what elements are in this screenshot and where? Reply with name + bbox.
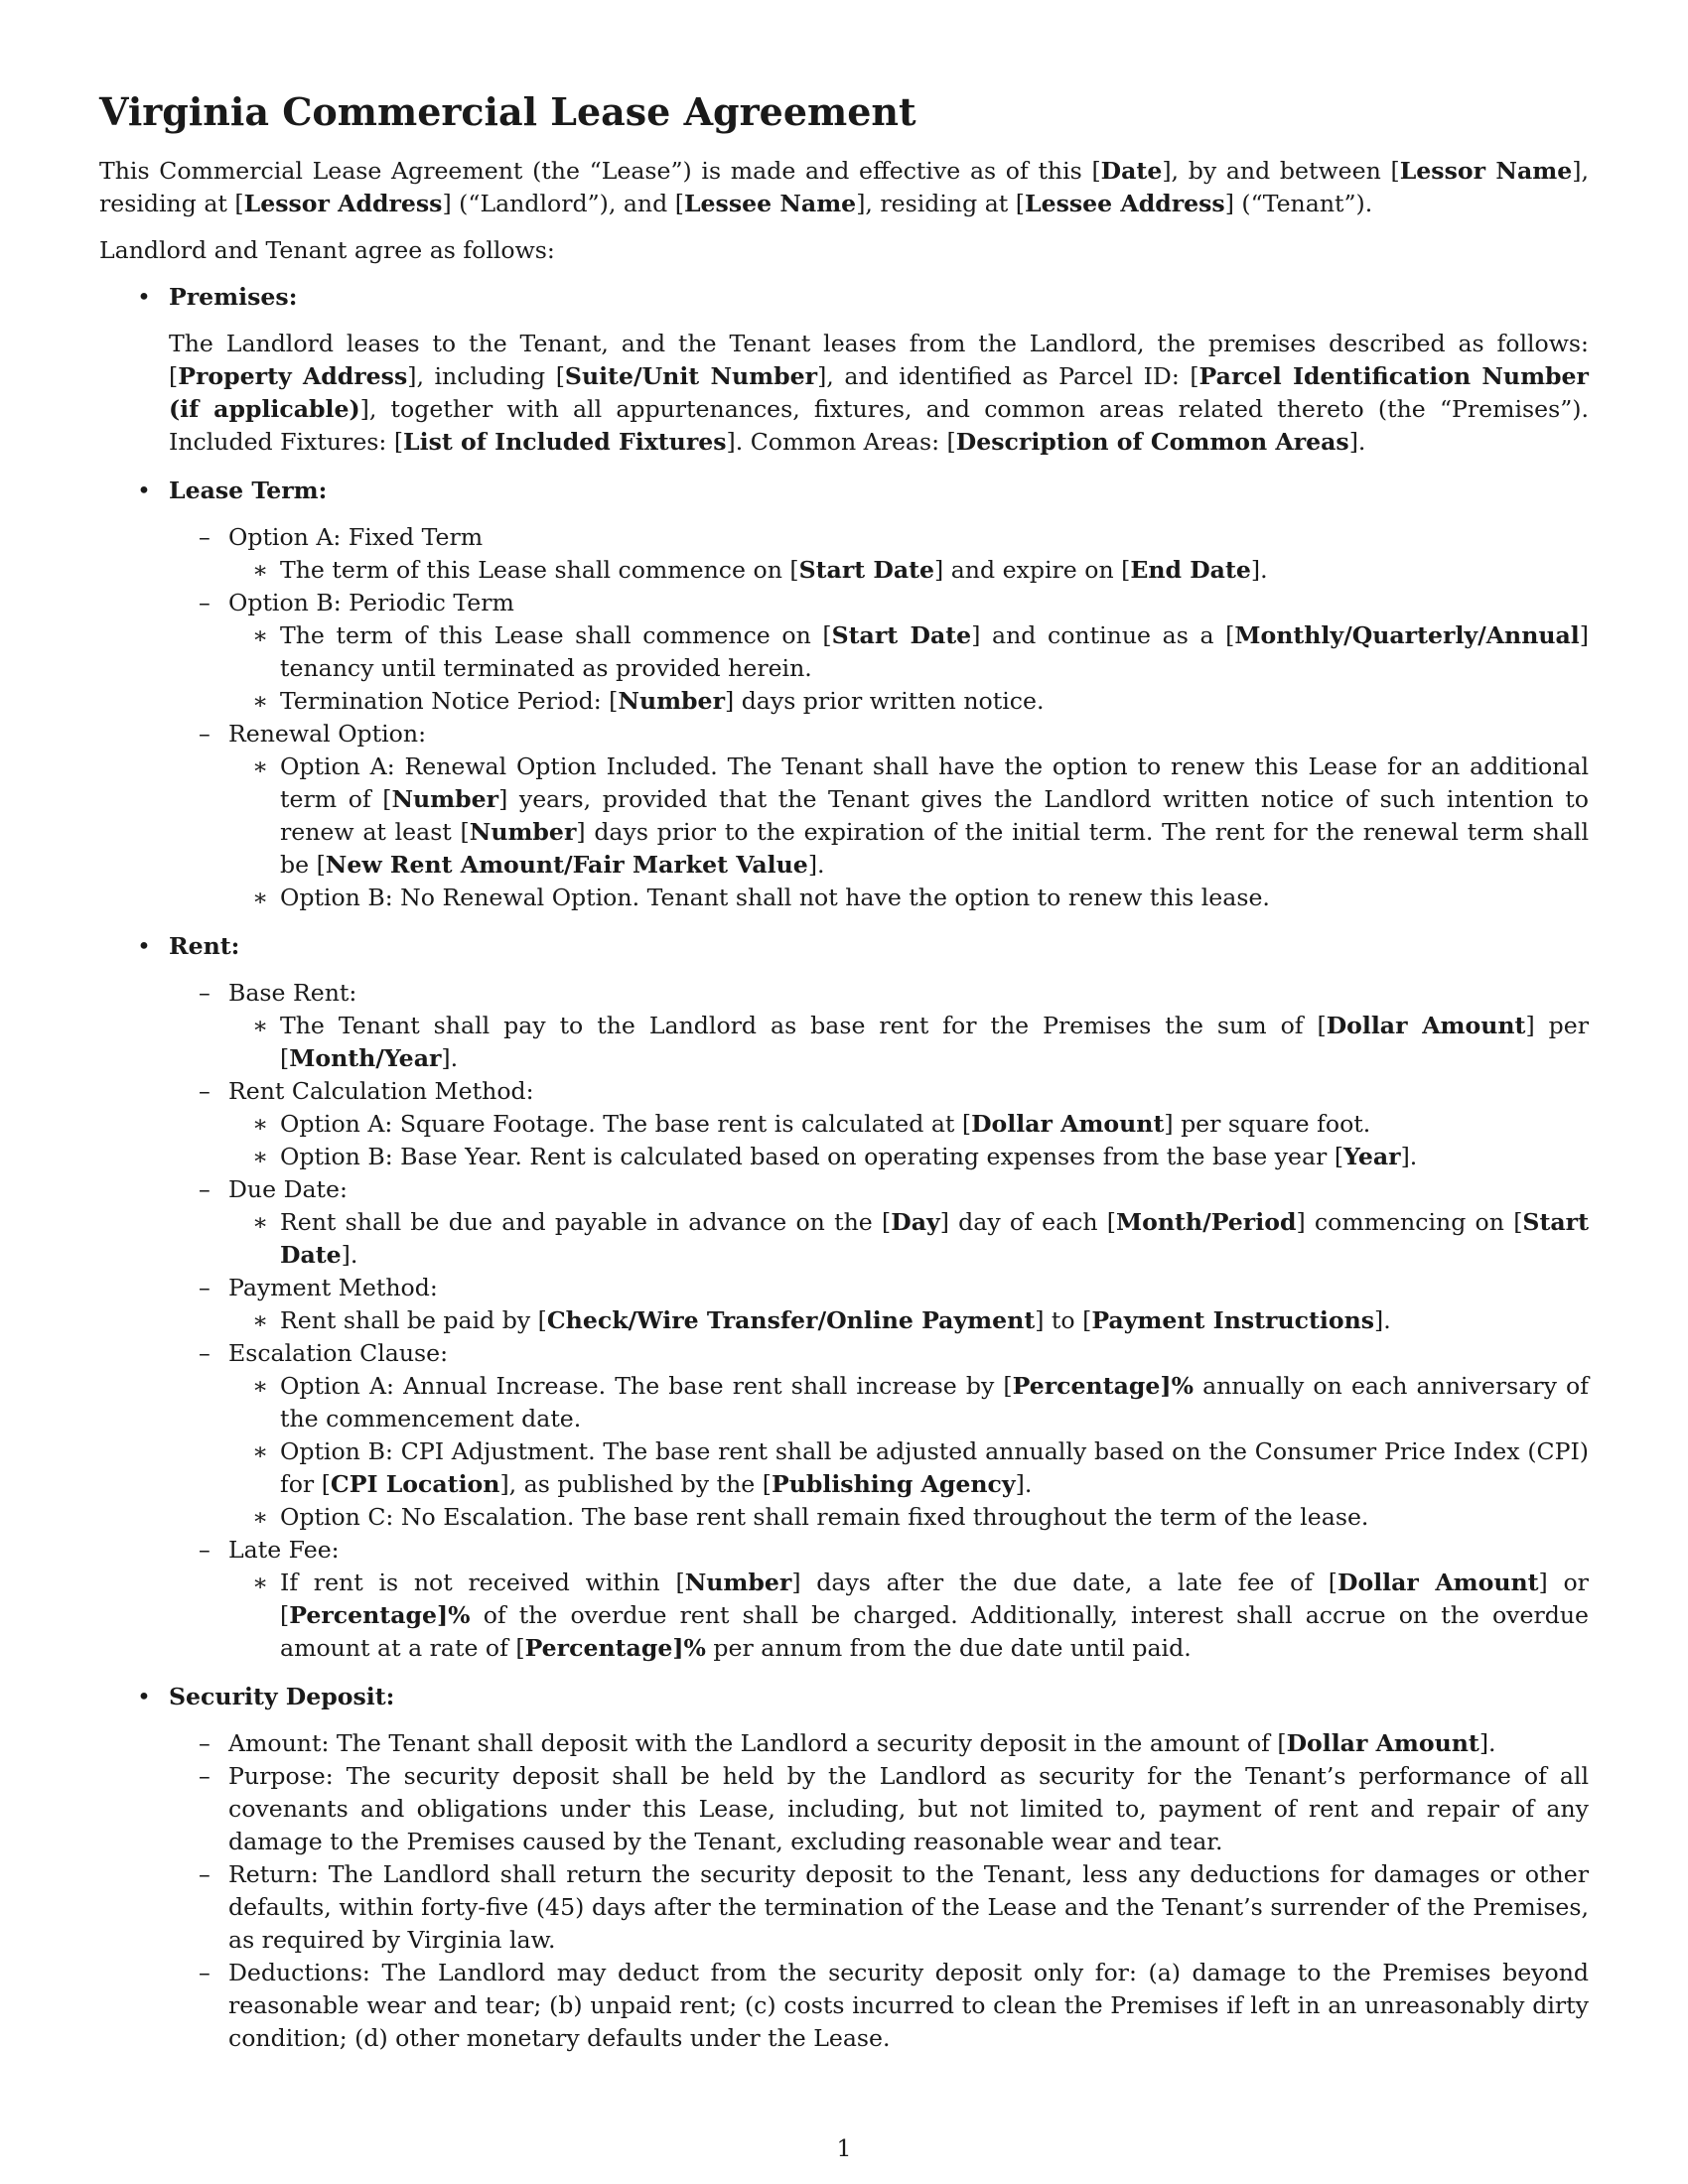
text: ].	[341, 1241, 358, 1269]
text: Option B: No Renewal Option. Tenant shall not have the option to renew this lease.	[280, 884, 1270, 911]
text: per annum from the due date until paid.	[705, 1634, 1192, 1662]
dash-icon: –	[199, 720, 211, 748]
dash-icon: –	[199, 1536, 211, 1564]
star-icon: ∗	[252, 1503, 269, 1531]
text: ], residing at [	[99, 157, 1589, 217]
list-item	[228, 1141, 1589, 1173]
text: ] day of each [	[939, 1208, 1117, 1236]
sublist	[169, 977, 1589, 1665]
text: ] tenancy until terminated as provided herein.	[280, 621, 1589, 682]
item-text	[228, 1727, 1589, 1760]
star-icon: ∗	[252, 621, 269, 649]
item-text: Purpose: The security deposit shall be held by the Landlord as security for the Tenant’s performance of all covenants and obligations under this Lease, including, but not limited to, payment of rent and repair of any damage to the Premises caused by the Tenant, excluding reasonable wear and tear.	[228, 1762, 1589, 1855]
list-item	[169, 1727, 1589, 1760]
percentage-placeholder: Percentage	[1012, 1372, 1161, 1400]
document-page	[99, 87, 1589, 2071]
text: This Commercial Lease Agreement (the “Lease”) is made and effective as of this [	[99, 157, 1101, 185]
text: Option B: CPI Adjustment. The base rent shall be adjusted annually based on the Consumer Price Index (CPI) for [	[280, 1437, 1589, 1498]
text: of the overdue rent shall be charged. Additionally, interest shall accrue on the overdue amount at a rate of [	[280, 1601, 1589, 1662]
item-label: Late Fee:	[228, 1536, 340, 1564]
list-item	[228, 554, 1589, 587]
list-item	[169, 718, 1589, 914]
list-item	[228, 1435, 1589, 1501]
text: Amount: The Tenant shall deposit with the Landlord a security deposit in the amount of [	[228, 1729, 1287, 1757]
list-item	[228, 1108, 1589, 1141]
text: ] and expire on [	[934, 556, 1131, 584]
item-label: Due Date:	[228, 1175, 348, 1203]
sublist	[228, 1010, 1589, 1075]
dash-icon: –	[199, 1339, 211, 1367]
sections-list	[99, 281, 1589, 2055]
lessor-name-placeholder: Lessor Name	[1399, 157, 1573, 185]
text: ] days prior to the expiration of the initial term. The rent for the renewal term shall be [	[280, 818, 1590, 879]
sublist	[228, 554, 1589, 587]
item-label: Escalation Clause:	[228, 1339, 449, 1367]
list-item	[169, 1272, 1589, 1337]
text: ].	[807, 851, 825, 879]
text: ].	[1478, 1729, 1496, 1757]
agree-paragraph: Landlord and Tenant agree as follows:	[99, 236, 555, 264]
period-placeholder: Month/Year	[289, 1044, 442, 1072]
list-item	[169, 1337, 1589, 1534]
period-placeholder: Monthly/Quarterly/Annual	[1234, 621, 1580, 649]
list-item	[228, 1304, 1589, 1337]
star-icon: ∗	[252, 1110, 269, 1138]
section-rent	[99, 930, 1589, 1665]
bullet-icon: •	[137, 283, 151, 311]
text: ]%	[672, 1634, 706, 1662]
item-label: Renewal Option:	[228, 720, 427, 748]
lessor-address-placeholder: Lessor Address	[243, 190, 443, 217]
text: Option A: Annual Increase. The base rent shall increase by [	[280, 1372, 1013, 1400]
star-icon: ∗	[252, 752, 269, 780]
list-item	[169, 1173, 1589, 1272]
section-security-deposit	[99, 1681, 1589, 2055]
text: The Landlord leases to the Tenant, and the Tenant leases from the Landlord, the premises described as follows: [	[169, 330, 1589, 390]
text: ], and identified as Parcel ID: [	[817, 362, 1199, 390]
fixtures-placeholder: List of Included Fixtures	[403, 428, 727, 456]
text: annually on each anniversary of the commencement date.	[280, 1372, 1589, 1433]
star-icon: ∗	[252, 556, 269, 584]
text: The term of this Lease shall commence on [	[280, 556, 799, 584]
text: ], residing at [	[856, 190, 1025, 217]
number-placeholder: Number	[391, 785, 499, 813]
year-placeholder: Year	[1343, 1143, 1401, 1170]
text: ] or [	[280, 1569, 1589, 1629]
date-placeholder: Date	[1100, 157, 1163, 185]
text: ] (“Landlord”), and [	[442, 190, 684, 217]
text: Option A: Renewal Option Included. The Tenant shall have the option to renew this Lease for an additional term of [	[280, 752, 1589, 813]
section-title: Premises:	[169, 283, 298, 311]
section-title: Lease Term:	[169, 477, 328, 504]
list-item	[228, 1370, 1589, 1435]
document-title: Virginia Commercial Lease Agreement	[99, 89, 916, 134]
star-icon: ∗	[252, 1437, 269, 1465]
text: ].	[1250, 556, 1268, 584]
item-text: Deductions: The Landlord may deduct from the security deposit only for: (a) damage to the Premises beyond reasonable wear and tear; (b) unpaid rent; (c) costs incurred to clean the Premises if left in an unreasonably dirty condition; (d) other monetary defaults under the Lease.	[228, 1959, 1589, 2052]
star-icon: ∗	[252, 884, 269, 911]
list-item	[228, 1206, 1589, 1272]
dollar-amount-placeholder: Dollar Amount	[1286, 1729, 1479, 1757]
text: The Tenant shall pay to the Landlord as base rent for the Premises the sum of [	[280, 1012, 1327, 1039]
item-text: Return: The Landlord shall return the security deposit to the Tenant, less any deductions for damages or other defaults, within forty-five (45) days after the termination of the Lease and the Tenant’s surrender of the Premises, as required by Virginia law.	[228, 1860, 1589, 1954]
section-premises	[99, 281, 1589, 459]
sublist	[228, 1567, 1589, 1665]
text: ], including [	[407, 362, 565, 390]
list-item	[228, 1567, 1589, 1665]
list-item	[169, 1858, 1589, 1957]
list-item	[228, 685, 1589, 718]
bullet-icon: •	[137, 1683, 151, 1710]
star-icon: ∗	[252, 1143, 269, 1170]
list-item	[169, 1075, 1589, 1173]
list-item	[228, 1010, 1589, 1075]
premises-paragraph	[169, 328, 1589, 459]
page-number: 1	[836, 2134, 852, 2162]
text: ]%	[1160, 1372, 1194, 1400]
text: ].	[1374, 1306, 1391, 1334]
text: ] (“Tenant”).	[1224, 190, 1373, 217]
text: Option A: Square Footage. The base rent is calculated at [	[280, 1110, 972, 1138]
section-title: Rent:	[169, 932, 240, 960]
text: Rent shall be paid by [	[280, 1306, 547, 1334]
sublist	[228, 1108, 1589, 1173]
list-item	[228, 619, 1589, 685]
item-label: Option A: Fixed Term	[228, 523, 484, 551]
dollar-amount-placeholder: Dollar Amount	[1326, 1012, 1526, 1039]
bullet-icon: •	[137, 477, 151, 504]
dash-icon: –	[199, 1274, 211, 1301]
end-date-placeholder: End Date	[1130, 556, 1251, 584]
dash-icon: –	[199, 979, 211, 1007]
dash-icon: –	[199, 589, 211, 616]
text: ] per square foot.	[1164, 1110, 1371, 1138]
text: Termination Notice Period: [	[280, 687, 619, 715]
parcel-placeholder: Parcel Identification Number (if applicable)	[169, 362, 1589, 423]
dollar-amount-placeholder: Dollar Amount	[971, 1110, 1165, 1138]
sublist	[228, 751, 1589, 914]
percentage-placeholder: Percentage	[524, 1634, 673, 1662]
common-areas-placeholder: Description of Common Areas	[955, 428, 1349, 456]
star-icon: ∗	[252, 1372, 269, 1400]
item-label: Payment Method:	[228, 1274, 438, 1301]
property-address-placeholder: Property Address	[178, 362, 408, 390]
star-icon: ∗	[252, 687, 269, 715]
text: Rent shall be due and payable in advance on the [	[280, 1208, 892, 1236]
item-label: Option B: Periodic Term	[228, 589, 514, 616]
text: ], as published by the [	[499, 1470, 772, 1498]
publishing-agency-placeholder: Publishing Agency	[771, 1470, 1016, 1498]
number-placeholder: Number	[684, 1569, 792, 1596]
text: ].	[441, 1044, 459, 1072]
dash-icon: –	[199, 1762, 211, 1790]
sublist	[169, 521, 1589, 914]
dash-icon: –	[199, 1860, 211, 1888]
text: ]. Common Areas: [	[726, 428, 956, 456]
text: Option C: No Escalation. The base rent shall remain fixed throughout the term of the lease.	[280, 1503, 1369, 1531]
bullet-icon: •	[137, 932, 151, 960]
lessee-name-placeholder: Lessee Name	[683, 190, 857, 217]
star-icon: ∗	[252, 1012, 269, 1039]
sublist	[228, 1304, 1589, 1337]
text: ] per [	[280, 1012, 1589, 1072]
list-item	[228, 1501, 1589, 1534]
item-label: Base Rent:	[228, 979, 357, 1007]
list-item	[169, 1760, 1589, 1858]
intro-paragraph	[99, 155, 1589, 220]
list-item	[169, 521, 1589, 587]
dash-icon: –	[199, 1175, 211, 1203]
text: ] years, provided that the Tenant gives the Landlord written notice of such intention to renew at least [	[280, 785, 1589, 846]
start-date-placeholder: Start Date	[798, 556, 935, 584]
list-item	[228, 751, 1589, 882]
item-label: Rent Calculation Method:	[228, 1077, 534, 1105]
payment-method-placeholder: Check/Wire Transfer/Online Payment	[546, 1306, 1036, 1334]
text: ] to [	[1035, 1306, 1092, 1334]
text: ].	[1400, 1143, 1418, 1170]
payment-instructions-placeholder: Payment Instructions	[1091, 1306, 1375, 1334]
period-placeholder: Month/Period	[1116, 1208, 1297, 1236]
sublist	[228, 619, 1589, 718]
dash-icon: –	[199, 1077, 211, 1105]
start-date-placeholder: Start Date	[831, 621, 972, 649]
text: Option B: Base Year. Rent is calculated based on operating expenses from the base year [	[280, 1143, 1344, 1170]
text: ], together with all appurtenances, fixtures, and common areas related thereto (the “Premises”). Included Fixtures: [	[169, 395, 1589, 456]
start-date-placeholder: Start Date	[280, 1208, 1589, 1269]
dash-icon: –	[199, 523, 211, 551]
dollar-amount-placeholder: Dollar Amount	[1337, 1569, 1539, 1596]
text: ], by and between [	[1162, 157, 1400, 185]
number-placeholder: Number	[618, 687, 725, 715]
list-item	[169, 1957, 1589, 2055]
dash-icon: –	[199, 1959, 211, 1986]
sublist	[169, 1727, 1589, 2055]
lessee-address-placeholder: Lessee Address	[1025, 190, 1225, 217]
list-item	[228, 882, 1589, 914]
sublist	[228, 1206, 1589, 1272]
number-placeholder: Number	[469, 818, 577, 846]
star-icon: ∗	[252, 1569, 269, 1596]
text: The term of this Lease shall commence on [	[280, 621, 832, 649]
text: ].	[1348, 428, 1366, 456]
day-placeholder: Day	[891, 1208, 940, 1236]
section-lease-term	[99, 475, 1589, 914]
text: ] days after the due date, a late fee of [	[791, 1569, 1338, 1596]
text: ] days prior written notice.	[725, 687, 1045, 715]
list-item	[169, 1534, 1589, 1665]
cpi-location-placeholder: CPI Location	[330, 1470, 500, 1498]
text: ] commencing on [	[1296, 1208, 1523, 1236]
list-item	[169, 977, 1589, 1075]
star-icon: ∗	[252, 1208, 269, 1236]
text: ]%	[437, 1601, 471, 1629]
section-title: Security Deposit:	[169, 1683, 395, 1710]
sublist	[228, 1370, 1589, 1534]
star-icon: ∗	[252, 1306, 269, 1334]
dash-icon: –	[199, 1729, 211, 1757]
percentage-placeholder: Percentage	[289, 1601, 437, 1629]
text: ] and continue as a [	[971, 621, 1235, 649]
list-item	[169, 587, 1589, 718]
rent-amount-placeholder: New Rent Amount/Fair Market Value	[325, 851, 808, 879]
suite-placeholder: Suite/Unit Number	[564, 362, 818, 390]
text: If rent is not received within [	[280, 1569, 685, 1596]
text: ].	[1015, 1470, 1033, 1498]
